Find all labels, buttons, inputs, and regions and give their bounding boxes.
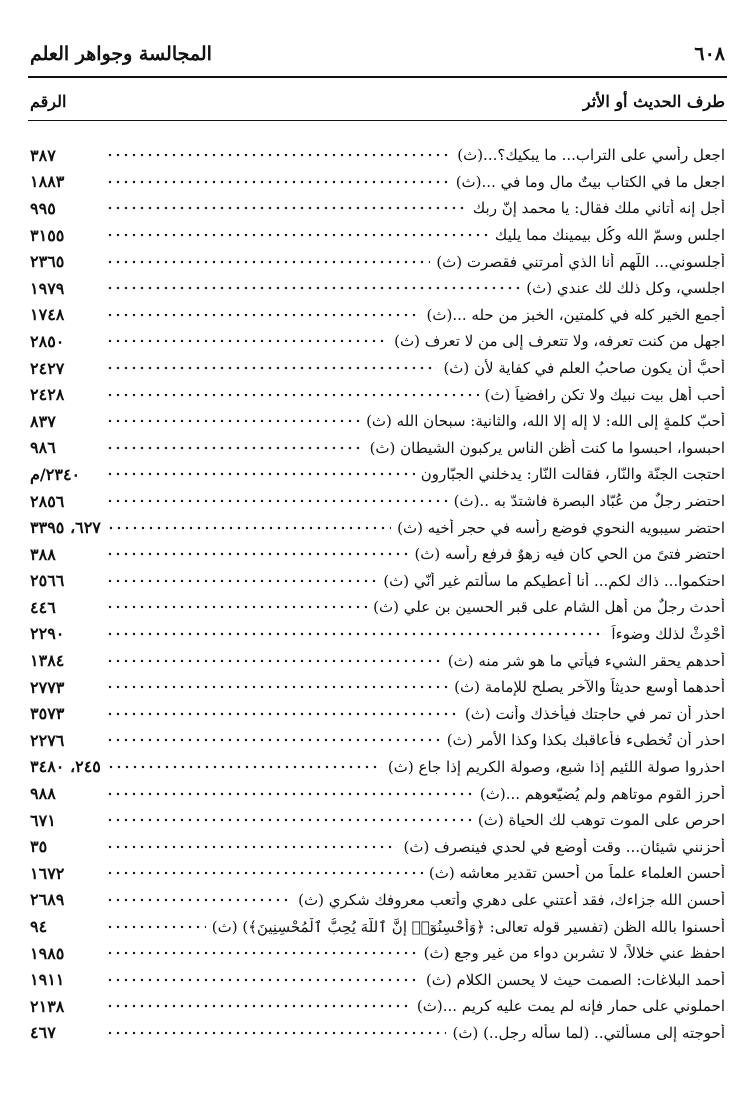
index-entry [30, 940, 725, 967]
dot-leader [106, 203, 467, 213]
entry-text: أحبّ كلمةٍ إلى الله: لا إله إلا الله، والثانية: سبحان الله (ث) [366, 412, 725, 431]
entry-text: أجل إنه أتاني ملك فقال: يا محمد إنّ ربك [472, 199, 725, 218]
index-entry [30, 275, 725, 302]
dot-leader [106, 868, 423, 878]
entry-text: احذروا صولة اللئيم إذا شبع، وصولة الكريم إذا جاع (ث) [387, 757, 725, 776]
entry-number: ١٦٧٢ [30, 863, 65, 883]
column-headers [30, 88, 725, 114]
entry-text: احتضر رجلٌ من عُبّاد البصرة فاشتدّ به ..(ث) [453, 492, 725, 511]
entry-text: أحسن الله جزاءك، فقد أعتني على دهري وأتعب معروفك شكري (ث) [298, 890, 725, 909]
dot-leader [106, 576, 377, 586]
entry-number: ٣٨٨ [30, 544, 56, 564]
index-entry [30, 328, 725, 355]
entry-text: أحسنوا بالله الظن (تفسير قوله تعالى: ﴿وَأَحْسِنُوٓا۟ إِنَّ ٱللَّهَ يُحِبُّ ٱلْمُحْسِنِينَ﴾) (ث) [211, 917, 725, 936]
index-entry [30, 302, 725, 329]
dot-leader [106, 602, 367, 612]
index-entry [30, 1020, 725, 1047]
dot-leader [106, 948, 418, 958]
entry-text: احتكموا... ذاك لكم... أنا أعطيكم ما سألتم غير أنّي (ث) [383, 571, 725, 590]
entry-text: احتضر فتىً من الحي كان فيه زهوٌ فرفع رأسه (ث) [414, 545, 725, 564]
index-entry [30, 780, 725, 807]
index-entry [30, 993, 725, 1020]
dot-leader [107, 523, 391, 533]
entry-number: ١٧٤٨ [30, 305, 65, 325]
entry-text: أجلسوني... اللّهم أنا الذي أمرتني فقصرت (ث) [436, 252, 725, 271]
entry-number: ١٩٧٩ [30, 278, 65, 298]
dot-leader [106, 283, 520, 293]
entry-number: ٨٣٧ [30, 411, 56, 431]
index-entry [30, 966, 725, 993]
entry-text: أحوجته إلى مسألتي.. (لما سأله رجل..) (ث) [452, 1023, 725, 1042]
entry-text: احتجت الجنّة والنّار، فقالت النّار: يدخلني الجبّارون [420, 465, 725, 484]
entry-number: ١٩٨٥ [30, 943, 65, 963]
entry-text: أحرز القوم موتاهم ولم يُضيّعوهم ...(ث) [479, 784, 725, 803]
dot-leader [106, 842, 397, 852]
entry-text: اجلس وسمّ الله وكُل بيمينك مما يليك [494, 226, 725, 245]
entry-number: ٢٤٢٨ [30, 385, 65, 405]
entry-number: ٤٦٧ [30, 1023, 56, 1043]
index-entry [30, 700, 725, 727]
index-entry [30, 195, 725, 222]
entry-text: اجلسي، وكل ذلك لك عندي (ث) [526, 279, 725, 298]
dot-leader [106, 815, 472, 825]
entry-text: احذر أن تُخطىء فأعاقبك بكذا وكذا الأمر (ث) [446, 731, 725, 750]
index-entry [30, 541, 725, 568]
index-entry [30, 807, 725, 834]
entry-text: احفظ عني خلالاً، لا تشربن دواء من غير وجع (ث) [423, 944, 725, 963]
entry-number: ٦٧١ [30, 810, 56, 830]
dot-leader [106, 922, 206, 932]
index-entry [30, 248, 725, 275]
entry-text: أحبُّ أن يكون صاحبُ العلم في كفاية لأن (ث) [443, 359, 725, 378]
dot-leader [107, 762, 382, 772]
dot-leader [106, 789, 474, 799]
entry-text: أحدهم يحقر الشيء فيأتي ما هو شر منه (ث) [447, 651, 725, 670]
dot-leader [106, 416, 360, 426]
entry-number: ١٩١١ [30, 970, 65, 990]
index-entry [30, 727, 725, 754]
index-entry [30, 913, 725, 940]
dot-leader [106, 310, 421, 320]
index-entry [30, 754, 725, 781]
entry-number: ٢٧٧٣ [30, 677, 65, 697]
dot-leader [106, 682, 448, 692]
entry-number: ٣٨٧ [30, 145, 56, 165]
index-entry [30, 514, 725, 541]
entry-number: ٩٨٦ [30, 438, 56, 458]
index-entry [30, 408, 725, 435]
entry-number: ٢٦٨٩ [30, 890, 65, 910]
column-header-rule [28, 120, 727, 121]
dot-leader [106, 230, 489, 240]
entry-number: ٤٤٦ [30, 597, 56, 617]
index-entry [30, 488, 725, 515]
entry-number: ١٣٨٤ [30, 651, 65, 671]
dot-leader [106, 443, 364, 453]
entry-number: ٢٢٧٦ [30, 730, 65, 750]
dot-leader [106, 363, 437, 373]
entry-text: اجعل رأسي على التراب... ما يبكيك؟...(ث) [457, 146, 725, 165]
entry-number: ٢٨٥٠ [30, 331, 65, 351]
dot-leader [106, 469, 415, 479]
index-entry [30, 568, 725, 595]
dot-leader [106, 1001, 411, 1011]
entry-number: ٢٨٥٦ [30, 491, 65, 511]
index-entry [30, 142, 725, 169]
dot-leader [106, 390, 479, 400]
dot-leader [106, 496, 448, 506]
entry-text: أحزنني شيئان... وقت أوضع في لحدي فينصرف (ث) [403, 837, 725, 856]
entry-text: أحسن العلماء علماً من أحسن تقدير معاشه (ث) [428, 864, 725, 883]
entry-text: أَحْدِثْ لذلك وضوءاً [611, 624, 725, 643]
index-entry [30, 833, 725, 860]
dot-leader [106, 895, 292, 905]
dot-leader [106, 150, 451, 160]
entry-text: احتضر سيبويه النحوي فوضع رأسه في حجر أخيه (ث) [397, 518, 725, 537]
dot-leader [106, 735, 441, 745]
dot-leader [106, 257, 430, 267]
entry-text: احبسوا، احبسوا ما كنت أظن الناس يركبون الشيطان (ث) [369, 438, 725, 457]
entry-number: ٢٣٤٠/م [30, 464, 81, 484]
entry-text: اجعل ما في الكتاب بيتٌ مالٍ وما في ...(ث) [455, 172, 725, 191]
index-entry [30, 461, 725, 488]
entry-number: ٢٤٢٧ [30, 358, 65, 378]
index-entry [30, 222, 725, 249]
entry-number: ٣٥٧٣ [30, 704, 65, 724]
index-entry-list [30, 142, 725, 1046]
entry-number: ٩٤ [30, 917, 48, 937]
index-entry [30, 435, 725, 462]
index-entry [30, 594, 725, 621]
dot-leader [106, 629, 605, 639]
index-entry [30, 674, 725, 701]
dot-leader [106, 336, 388, 346]
entry-text: أحمد البلاغات: الصمت حيث لا يحسن الكلام (ث) [425, 970, 725, 989]
column-header-phrase: طرف الحديث أو الأثر [582, 91, 725, 111]
entry-text: احرص على الموت توهب لك الحياة (ث) [477, 811, 725, 830]
column-header-number: الرقم [30, 91, 67, 111]
entry-number: ٣١٥٥ [30, 225, 65, 245]
index-entry [30, 887, 725, 914]
entry-number: ٢٥٦٦ [30, 571, 65, 591]
index-entry [30, 355, 725, 382]
entry-text: أحدث رجلٌ من أهل الشام على قبر الحسين بن علي (ث) [373, 598, 725, 617]
entry-text: احذر أن تمر في حاجتك فيأخذك وأنت (ث) [464, 704, 725, 723]
dot-leader [106, 1028, 446, 1038]
dot-leader [106, 549, 408, 559]
dot-leader [106, 709, 459, 719]
dot-leader [106, 975, 420, 985]
index-entry [30, 647, 725, 674]
entry-text: اجهل من كنت تعرفه، ولا تتعرف إلى من لا تعرف (ث) [394, 332, 725, 351]
header-rule [28, 76, 727, 78]
page-number: ٦٠٨ [694, 43, 725, 65]
running-header [30, 40, 725, 68]
entry-number: ٩٩٥ [30, 198, 56, 218]
entry-number: ٢٣٦٥ [30, 252, 65, 272]
entry-number: ٩٨٨ [30, 784, 56, 804]
entry-text: أحب أهل بيت نبيك ولا تكن رافضياً (ث) [484, 385, 725, 404]
dot-leader [106, 177, 450, 187]
entry-text: احملوني على حمار فإنه لم يمت عليه كريم ...(ث) [416, 997, 725, 1016]
index-entry [30, 860, 725, 887]
entry-number: ٢٢٩٠ [30, 624, 65, 644]
entry-number: ١٨٨٣ [30, 172, 65, 192]
entry-number: ٢٤٥، ٣٤٨٠ [30, 757, 101, 777]
book-title: المجالسة وجواهر العلم [30, 43, 212, 65]
entry-text: أحدهما أوسع حديثاً والآخر يصلح للإمامة (ث) [454, 678, 725, 697]
entry-text: أجمع الخير كله في كلمتين، الخبز من حله ...(ث) [426, 305, 725, 324]
index-entry [30, 621, 725, 648]
entry-number: ٦٢٧، ٣٣٩٥ [30, 518, 101, 538]
index-entry [30, 169, 725, 196]
dot-leader [106, 656, 442, 666]
entry-number: ٣٥ [30, 837, 48, 857]
index-entry [30, 381, 725, 408]
entry-number: ٢١٣٨ [30, 996, 65, 1016]
